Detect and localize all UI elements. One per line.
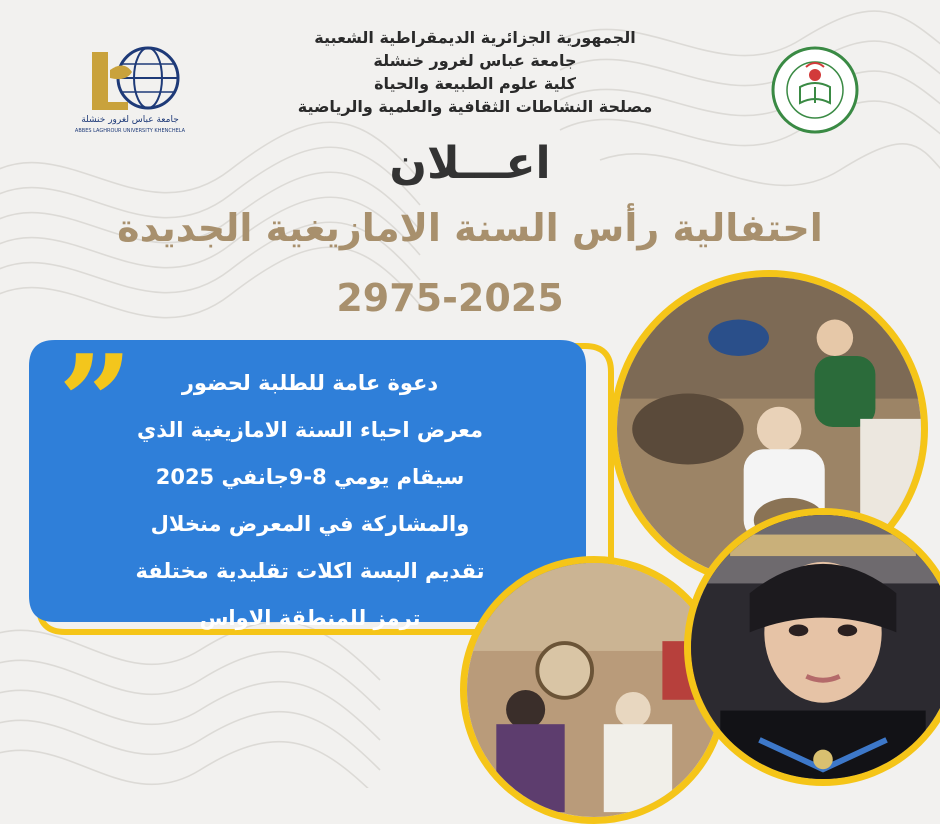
invitation-line-3: سيقام يومي 8-9جانفي 2025: [155, 465, 465, 489]
invitation-line-6: ترمز للمنطقة الاواس: [199, 606, 421, 630]
event-title: احتفالية رأس السنة الامازيغية الجديدة: [117, 206, 823, 250]
header-line-faculty: كلية علوم الطبيعة والحياة: [374, 74, 576, 93]
invitation-line-4: والمشاركة في المعرض منخلال: [150, 512, 470, 536]
invitation-line-5: تقديم البسة اكلات تقليدية مختلفة: [135, 559, 485, 583]
header-line-university: جامعة عباس لغرور خنشلة: [373, 51, 577, 70]
invitation-line-2: معرض احياء السنة الامازيغية الذي: [136, 418, 484, 442]
announcement-heading: اعـــلان: [389, 138, 551, 189]
header-line-service: مصلحة النشاطات الثقافية والعلمية والرياضية: [297, 97, 653, 116]
photo-traditional-gathering: [460, 556, 728, 824]
invitation-line-1: دعوة عامة للطلبة لحضور: [181, 371, 439, 395]
year-range: 2975-2025: [336, 276, 564, 320]
quote-icon: ”: [58, 326, 133, 479]
logo-name-ar: جامعة عباس لغرور خنشلة: [81, 115, 179, 125]
invitation-text: [60, 360, 560, 642]
logo-name-en: ABBES LAGHROUR UNIVERSITY KHENCHELA: [74, 128, 186, 134]
header-line-republic: الجمهورية الجزائرية الديمقراطية الشعبية: [314, 28, 636, 47]
